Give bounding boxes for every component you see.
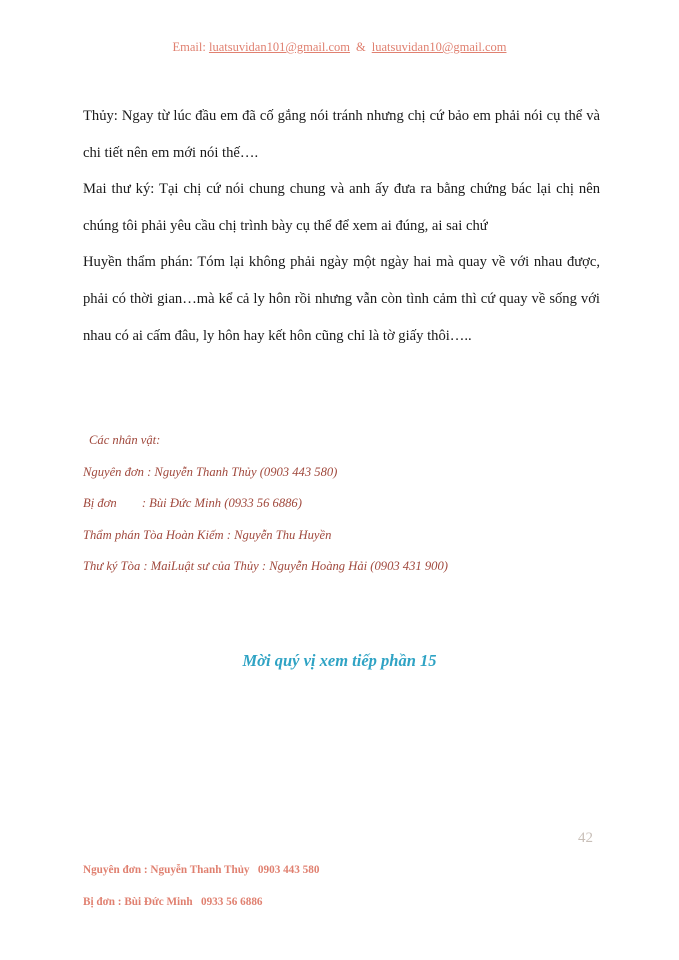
- dialogue-body: [83, 98, 600, 354]
- dialogue-paragraph-thuy: Thủy: Ngay từ lúc đầu em đã cố gắng nói tránh nhưng chị cứ bảo em phải nói cụ thể và chi tiết nên em mới nói thế….: [83, 108, 600, 161]
- character-item: Thư ký Tòa : MaiLuật sư của Thủy : Nguyễn Hoàng Hải (0903 431 900): [83, 559, 448, 573]
- email-link-1[interactable]: luatsuvidan101@gmail.com: [208, 40, 350, 54]
- page-footer: [83, 862, 319, 926]
- character-list-title: Các nhân vật:: [89, 433, 161, 447]
- character-item: Bị đơn : Bùi Đức Minh (0933 56 6886): [83, 496, 302, 510]
- footer-plaintiff: Nguyên đơn : Nguyễn Thanh Thủy 0903 443 580: [83, 864, 320, 876]
- character-item: Nguyên đơn : Nguyễn Thanh Thủy (0903 443 580): [83, 464, 338, 479]
- email-prefix: Email:: [172, 40, 209, 54]
- footer-defendant: Bị đơn : Bùi Đức Minh 0933 56 6886: [83, 896, 263, 908]
- page-header: [0, 40, 679, 55]
- page-number: 42: [578, 830, 593, 846]
- email-link-2[interactable]: luatsuvidan10@gmail.com: [371, 40, 507, 54]
- dialogue-paragraph-mai: Mai thư ký: Tại chị cứ nói chung chung và anh ấy đưa ra bằng chứng bác lại chị nên chúng tôi phải yêu cầu chị trình bày cụ thể để xem ai đúng, ai sai chứ: [83, 181, 600, 234]
- email-separator: &: [355, 40, 366, 54]
- continue-reading-note: Mời quý vị xem tiếp phần 15: [242, 651, 437, 670]
- character-list: [83, 430, 603, 588]
- character-item: Thẩm phán Tòa Hoàn Kiếm : Nguyễn Thu Huyền: [83, 527, 332, 542]
- dialogue-paragraph-huyen: Huyền thẩm phán: Tóm lại không phải ngày một ngày hai mà quay về với nhau được, phải có thời gian…mà kể cả ly hôn rồi nhưng vẫn còn tình cảm thì cứ quay về sống với nhau có ai cấm đâu, ly hôn hay kết hôn cũng chỉ là tờ giấy thôi…..: [83, 254, 600, 344]
